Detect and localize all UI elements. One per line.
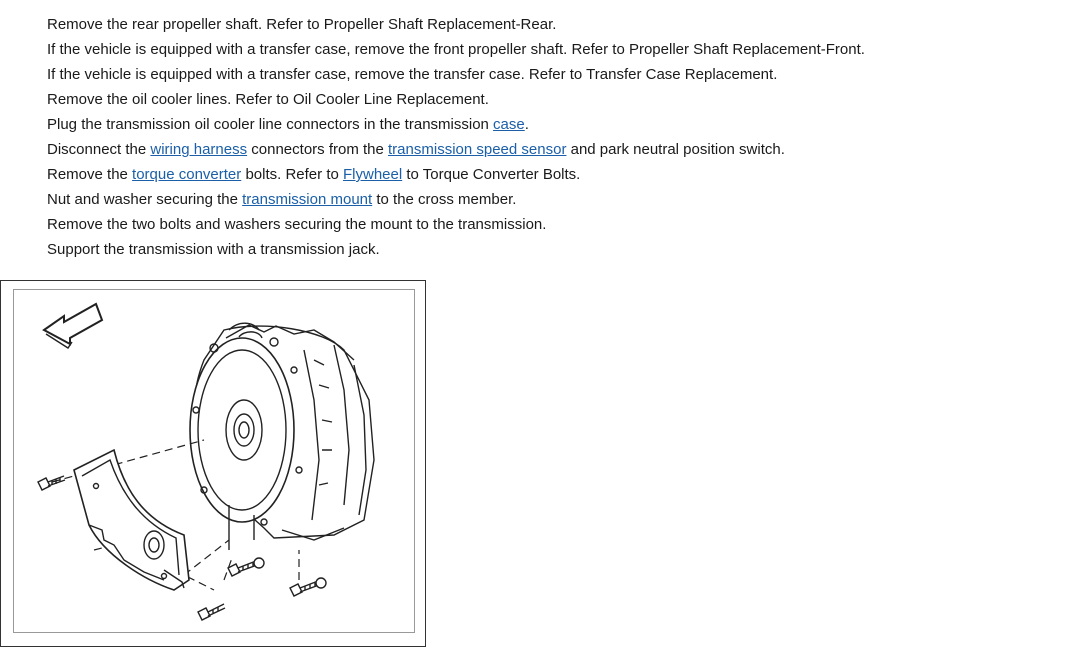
step-text bbox=[47, 62, 777, 87]
step-text-segment: Disconnect the bbox=[47, 141, 151, 158]
step-text bbox=[47, 112, 529, 137]
step-text bbox=[47, 87, 489, 112]
transmission-housing-drawing bbox=[190, 323, 374, 550]
glossary-link[interactable]: transmission mount bbox=[242, 191, 373, 208]
step-text bbox=[47, 212, 546, 237]
step-text-segment: Remove the bbox=[47, 166, 133, 183]
step-text bbox=[47, 162, 580, 187]
step-text-segment: bolts. Refer to bbox=[241, 166, 343, 183]
step-text-segment: to the cross member. bbox=[372, 191, 517, 208]
glossary-link[interactable]: torque converter bbox=[132, 166, 242, 183]
glossary-link[interactable]: transmission speed sensor bbox=[388, 141, 567, 158]
step-text-segment: If the vehicle is equipped with a transfer case, remove the transfer case. Refer to Transfer Case Replacement. bbox=[47, 66, 778, 83]
step-text-segment: Plug the transmission oil cooler line connectors in the transmission bbox=[47, 116, 494, 133]
step-text bbox=[47, 137, 785, 162]
transmission-drawing bbox=[14, 290, 414, 632]
step-text bbox=[47, 237, 380, 262]
glossary-link[interactable]: wiring harness bbox=[150, 141, 248, 158]
step-text-segment: If the vehicle is equipped with a transfer case, remove the front propeller shaft. Refer to Propeller Shaft Replacement-Front. bbox=[47, 41, 865, 58]
glossary-link[interactable]: case bbox=[493, 116, 525, 133]
step-text-segment: to Torque Converter Bolts. bbox=[402, 166, 581, 183]
illustration-frame bbox=[0, 280, 426, 647]
step-text-segment: Remove the oil cooler lines. Refer to Oil Cooler Line Replacement. bbox=[47, 91, 489, 108]
glossary-link[interactable]: Flywheel bbox=[343, 166, 403, 183]
step-text bbox=[47, 37, 865, 62]
transmission-illustration bbox=[13, 289, 415, 633]
step-text-segment: connectors from the bbox=[247, 141, 389, 158]
cover-plate-drawing bbox=[74, 450, 189, 590]
step-text-segment: Support the transmission with a transmission jack. bbox=[47, 241, 380, 258]
step-text bbox=[47, 187, 516, 212]
direction-arrow-icon bbox=[44, 304, 102, 348]
step-text-segment: and park neutral position switch. bbox=[566, 141, 785, 158]
step-text-segment: . bbox=[524, 116, 529, 133]
step-text-segment: Nut and washer securing the bbox=[47, 191, 243, 208]
step-text-segment: Remove the rear propeller shaft. Refer to Propeller Shaft Replacement-Rear. bbox=[47, 16, 557, 33]
step-text bbox=[47, 12, 556, 37]
step-text-segment: Remove the two bolts and washers securing the mount to the transmission. bbox=[47, 216, 547, 233]
